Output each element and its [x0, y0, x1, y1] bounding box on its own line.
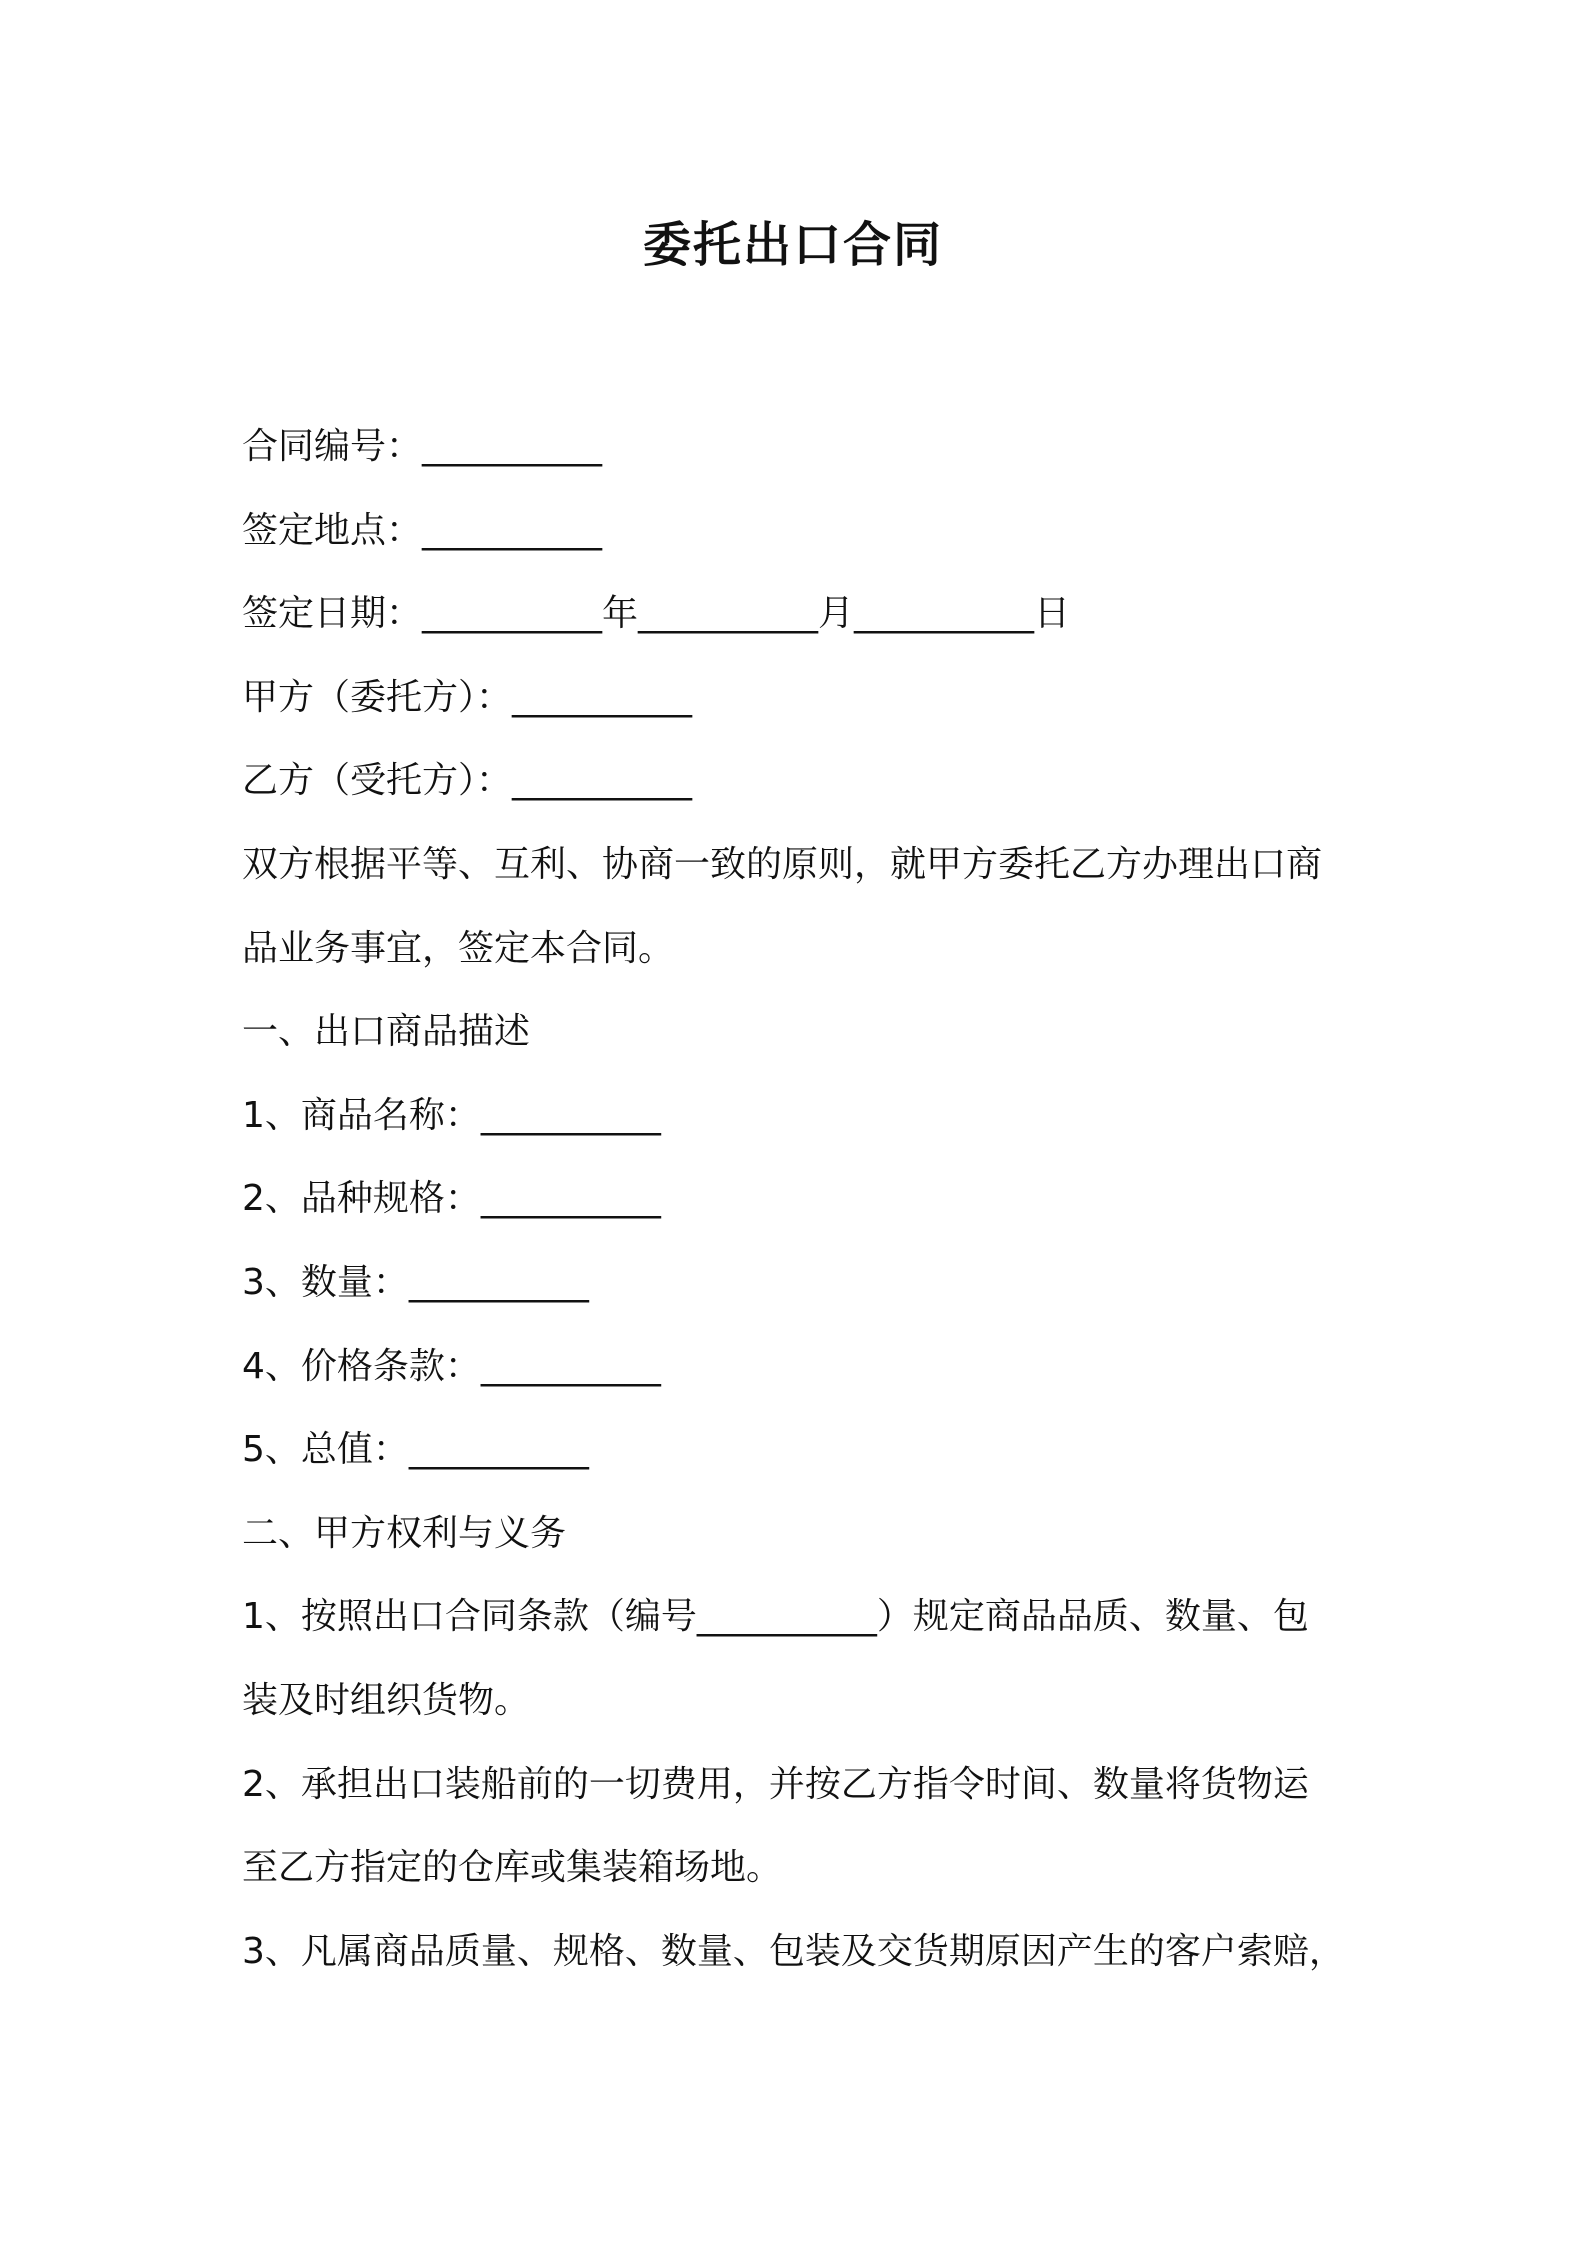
- signing-place-line: 签定地点：__________: [242, 509, 603, 551]
- item-total-value: 5、总值：__________: [242, 1429, 589, 1471]
- party-b-line: 乙方（受托方）：__________: [242, 760, 693, 802]
- contract-number-line: 合同编号：__________: [242, 426, 603, 467]
- clause-1-line-1: 1、按照出口合同条款（编号__________）规定商品品质、数量、包: [242, 1596, 1309, 1638]
- document-title: 委托出口合同: [642, 217, 943, 273]
- item-quantity: 3、数量：__________: [242, 1261, 589, 1303]
- item-product-name: 1、商品名称：__________: [242, 1094, 661, 1136]
- item-price-terms: 4、价格条款：__________: [242, 1345, 661, 1387]
- clause-3-line-1: 3、凡属商品质量、规格、数量、包装及交货期原因产生的客户索赔，: [242, 1930, 1345, 1972]
- preamble-line-1: 双方根据平等、互利、协商一致的原则，就甲方委托乙方办理出口商: [242, 843, 1323, 885]
- clause-1-line-2: 装及时组织货物。: [242, 1679, 531, 1721]
- clause-2-line-2: 至乙方指定的仓库或集装箱场地。: [242, 1847, 783, 1889]
- item-specification: 2、品种规格：__________: [242, 1178, 661, 1220]
- party-a-line: 甲方（委托方）：__________: [242, 676, 693, 718]
- clause-2-line-1: 2、承担出口装船前的一切费用，并按乙方指令时间、数量将货物运: [242, 1763, 1309, 1805]
- preamble-line-2: 品业务事宜，签定本合同。: [242, 927, 675, 969]
- section-heading-1: 一、出口商品描述: [242, 1011, 531, 1053]
- signing-date-line: 签定日期：__________年__________月__________日: [242, 593, 1071, 635]
- contract-body: [242, 405, 1392, 1993]
- section-heading-2: 二、甲方权利与义务: [242, 1512, 567, 1554]
